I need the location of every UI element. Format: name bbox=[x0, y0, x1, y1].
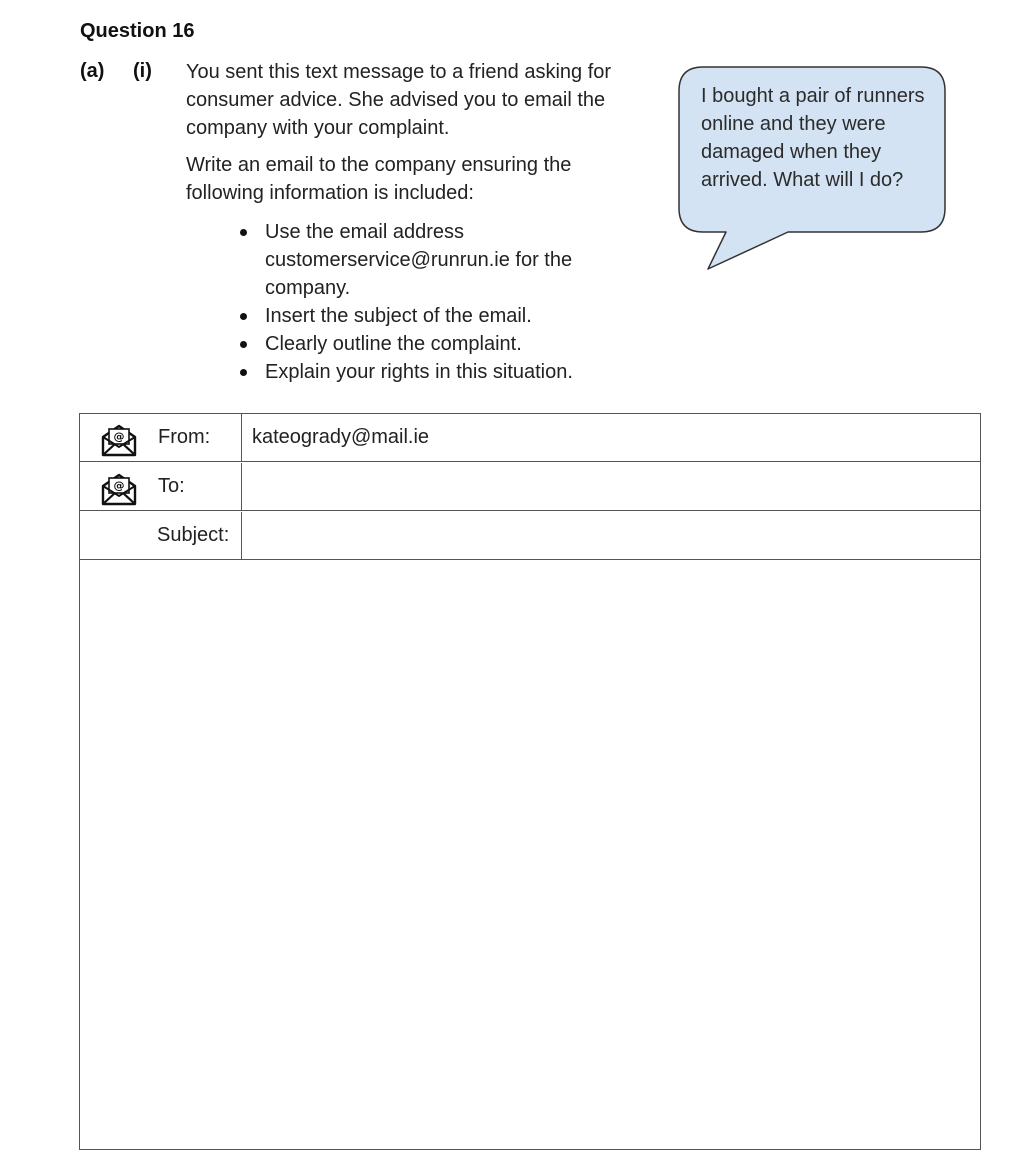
requirement-item: Insert the subject of the email. bbox=[240, 302, 620, 330]
subpart-label: (i) bbox=[133, 60, 152, 82]
to-label: To: bbox=[158, 475, 185, 497]
question-title: Question 16 bbox=[80, 20, 195, 42]
subject-label-cell bbox=[80, 512, 242, 559]
from-label: From: bbox=[158, 426, 211, 448]
svg-text:@: @ bbox=[113, 430, 125, 443]
email-body-area[interactable] bbox=[80, 561, 980, 1149]
email-form bbox=[79, 413, 981, 1150]
envelope-at-icon bbox=[101, 423, 137, 457]
instruction-paragraph-1: You sent this text message to a friend asking for consumer advice. She advised you to email the company with your complaint. bbox=[186, 61, 612, 139]
instruction-paragraph-2: Write an email to the company ensuring the following information is included: bbox=[186, 154, 572, 204]
from-label-cell bbox=[80, 414, 242, 461]
requirement-item: Use the email address customerservice@runrun.ie for the company. bbox=[240, 218, 620, 302]
requirement-item: Explain your rights in this situation. bbox=[240, 358, 620, 386]
requirements-list bbox=[240, 218, 620, 386]
envelope-at-icon bbox=[101, 472, 137, 506]
subject-label: Subject: bbox=[157, 524, 230, 546]
part-label: (a) bbox=[80, 60, 105, 82]
speech-bubble bbox=[678, 66, 946, 266]
speech-bubble-text: I bought a pair of runners online and they were damaged when they arrived. What will I do? bbox=[701, 85, 925, 191]
svg-text:@: @ bbox=[113, 479, 125, 492]
to-row bbox=[80, 463, 980, 511]
from-row bbox=[80, 414, 980, 462]
from-field[interactable]: kateogrady@mail.ie bbox=[252, 426, 430, 448]
subject-row bbox=[80, 512, 980, 560]
requirement-item: Clearly outline the complaint. bbox=[240, 330, 620, 358]
to-label-cell bbox=[80, 463, 242, 510]
